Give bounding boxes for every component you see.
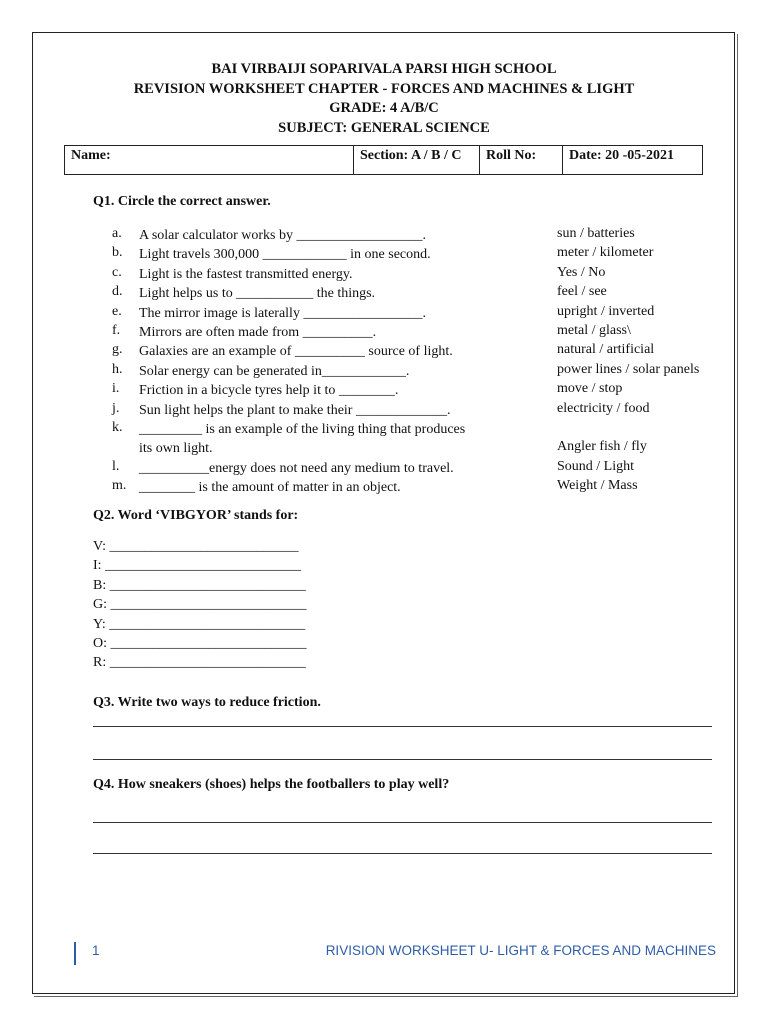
item-options[interactable]: move / stop (557, 381, 623, 397)
q4-answer-line-2[interactable] (93, 853, 712, 854)
item-options[interactable]: meter / kilometer (557, 245, 654, 261)
vibgyor-row-o[interactable]: O: ____________________________ (93, 635, 307, 651)
item-text: Light helps us to ___________ the things. (139, 286, 376, 302)
q3-answer-line-1[interactable] (93, 726, 712, 727)
school-name: BAI VIRBAIJI SOPARIVALA PARSI HIGH SCHOOL (211, 61, 557, 77)
item-text: The mirror image is laterally _________________. (139, 305, 426, 321)
item-label: k. (112, 419, 123, 435)
item-text: Light travels 300,000 ____________ in one second. (139, 247, 431, 263)
q3-heading: Q3. Write two ways to reduce friction. (93, 695, 321, 710)
q2-heading: Q2. Word ‘VIBGYOR’ stands for: (93, 508, 299, 523)
item-options[interactable]: upright / inverted (557, 303, 655, 319)
item-options[interactable]: metal / glass\ (557, 322, 631, 338)
worksheet-header (0, 60, 768, 138)
q1-items (112, 226, 732, 497)
item-label: e. (112, 303, 122, 319)
q1-item (112, 226, 732, 245)
vibgyor-list (93, 539, 307, 675)
item-text: Friction in a bicycle tyres help it to ________. (139, 383, 399, 399)
item-label: a. (112, 226, 122, 241)
vibgyor-row-g[interactable]: G: ____________________________ (93, 597, 307, 613)
item-label: j. (112, 400, 120, 416)
footer-title: RIVISION WORKSHEET U- LIGHT & FORCES AND MACHINES (325, 943, 716, 958)
item-text: Light is the fastest transmitted energy. (139, 266, 353, 282)
item-label: d. (112, 284, 123, 300)
q1-item (112, 245, 732, 264)
item-text: Galaxies are an example of __________ source of light. (139, 344, 453, 360)
q1-item (112, 362, 732, 381)
q1-item (112, 284, 732, 303)
item-label: h. (112, 361, 123, 377)
q1-item (112, 381, 732, 400)
q1-item (112, 478, 732, 497)
q1-item (112, 323, 732, 342)
q1-item (112, 459, 732, 478)
vibgyor-row-b[interactable]: B: ____________________________ (93, 577, 306, 593)
item-text: Sun light helps the plant to make their _____________. (139, 402, 451, 418)
vibgyor-row-y[interactable]: Y: ____________________________ (93, 616, 306, 632)
q3-answer-line-2[interactable] (93, 759, 712, 760)
item-options[interactable]: Yes / No (557, 264, 606, 280)
worksheet-title: REVISION WORKSHEET CHAPTER - FORCES AND MACHINES & LIGHT (133, 80, 635, 97)
item-options[interactable]: feel / see (557, 284, 607, 300)
item-text (139, 420, 465, 459)
item-options[interactable]: power lines / solar panels (557, 361, 700, 377)
q1-item (112, 401, 732, 420)
item-text-line-1: _________ is an example of the living thing that produces (139, 421, 466, 437)
q4-heading: Q4. How sneakers (shoes) helps the footballers to play well? (93, 777, 450, 792)
q1-heading: Q1. Circle the correct answer. (93, 194, 271, 209)
page-number: 1 (92, 943, 100, 958)
q1-item (112, 420, 732, 459)
name-cell[interactable]: Name: (65, 146, 354, 175)
item-label: b. (112, 245, 123, 261)
item-label: m. (112, 478, 127, 494)
item-label: i. (112, 381, 120, 397)
q1-item (112, 342, 732, 361)
footer-accent-bar (74, 942, 76, 965)
item-text: A solar calculator works by __________________. (139, 228, 426, 243)
q4-answer-line-1[interactable] (93, 822, 712, 823)
grade-line: GRADE: 4 A/B/C (329, 100, 439, 116)
student-info-table (64, 145, 703, 175)
item-options[interactable]: sun / batteries (557, 226, 635, 241)
item-label: g. (112, 342, 123, 358)
item-options[interactable]: natural / artificial (557, 342, 655, 358)
q1-item (112, 265, 732, 284)
section-cell[interactable]: Section: A / B / C (354, 146, 480, 175)
item-options[interactable]: electricity / food (557, 400, 650, 416)
date-cell: Date: 20 -05-2021 (563, 146, 703, 175)
item-label: l. (112, 458, 120, 474)
item-text: ________ is the amount of matter in an object. (139, 480, 401, 496)
q1-item (112, 304, 732, 323)
item-text: Solar energy can be generated in____________. (139, 363, 410, 379)
item-label: f. (112, 322, 121, 338)
vibgyor-row-v[interactable]: V: ___________________________ (93, 539, 299, 554)
item-text: __________energy does not need any medium to travel. (139, 460, 454, 476)
subject-line: SUBJECT: GENERAL SCIENCE (278, 119, 490, 136)
item-text: Mirrors are often made from __________. (139, 324, 377, 340)
item-options[interactable]: Sound / Light (557, 458, 635, 474)
item-options[interactable]: Weight / Mass (557, 478, 638, 494)
vibgyor-row-i[interactable]: I: ____________________________ (93, 558, 302, 574)
roll-no-cell[interactable]: Roll No: (480, 146, 563, 175)
item-options[interactable]: Angler fish / fly (557, 439, 647, 455)
item-label: c. (112, 264, 122, 280)
vibgyor-row-r[interactable]: R: ____________________________ (93, 655, 306, 671)
item-text-line-2: its own light. (139, 441, 213, 457)
